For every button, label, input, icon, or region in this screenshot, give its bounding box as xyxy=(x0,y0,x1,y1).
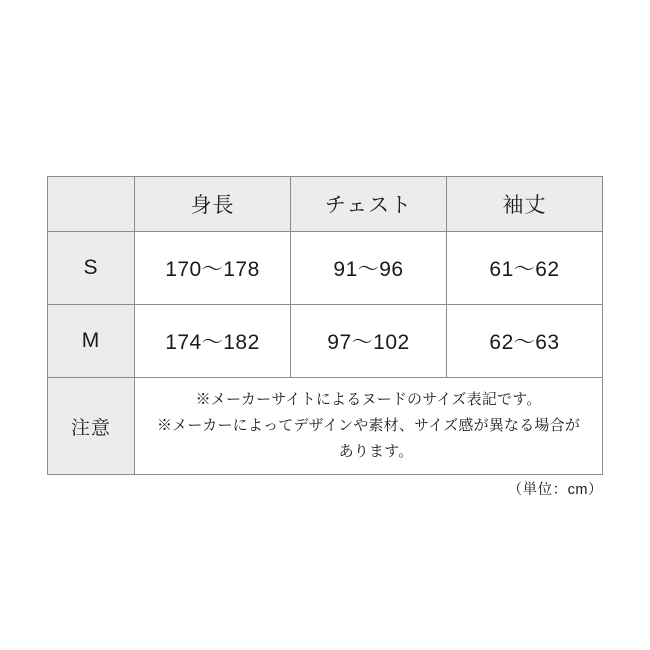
note-line-1: ※メーカーサイトによるヌードのサイズ表記です。 xyxy=(195,391,542,409)
cell-s-sleeve: 61〜62 xyxy=(447,232,603,305)
note-line-2: ※メーカーによってデザインや素材、サイズ感が異なる場合が xyxy=(156,417,581,435)
table-row xyxy=(48,232,603,305)
row-label-s: S xyxy=(48,232,135,305)
cell-m-chest: 97〜102 xyxy=(291,305,447,378)
row-label-m: M xyxy=(48,305,135,378)
table-note-row xyxy=(48,378,603,475)
size-table xyxy=(47,176,603,475)
table-row xyxy=(48,305,603,378)
cell-m-height: 174〜182 xyxy=(135,305,291,378)
unit-caption: （単位：cm） xyxy=(507,482,603,498)
header-sleeve-length: 袖丈 xyxy=(447,177,603,232)
note-line-3: あります。 xyxy=(338,442,414,460)
table-header-row xyxy=(48,177,603,232)
header-height: 身長 xyxy=(135,177,291,232)
header-corner-blank xyxy=(48,177,135,232)
cell-s-height: 170〜178 xyxy=(135,232,291,305)
note-label: 注意 xyxy=(48,378,135,475)
cell-s-chest: 91〜96 xyxy=(291,232,447,305)
size-table-container xyxy=(47,176,603,475)
note-body xyxy=(135,378,603,475)
header-chest: チェスト xyxy=(291,177,447,232)
cell-m-sleeve: 62〜63 xyxy=(447,305,603,378)
